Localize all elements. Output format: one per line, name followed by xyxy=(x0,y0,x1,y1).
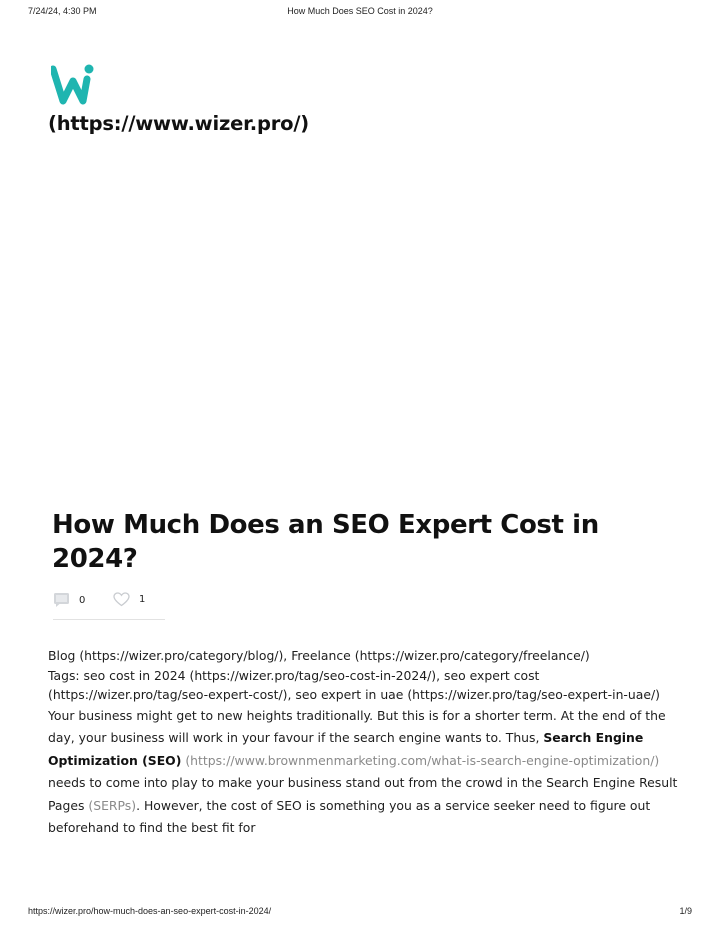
site-home-link[interactable]: (https://www.wizer.pro/) xyxy=(48,112,309,135)
seo-bold-term: Search Engine Optimization (SEO) xyxy=(48,730,644,768)
categories-line[interactable]: Blog (https://wizer.pro/category/blog/), Freelance (https://wizer.pro/category/freelance/) xyxy=(48,648,590,663)
wizer-logo-icon[interactable] xyxy=(51,63,95,107)
print-footer xyxy=(28,906,692,920)
likes-stat[interactable] xyxy=(113,592,145,607)
print-page-url: https://wizer.pro/how-much-does-an-seo-expert-cost-in-2024/ xyxy=(28,906,272,916)
intro-paragraph xyxy=(48,705,680,840)
intro-text-2: needs to come into play to make your business stand out from the crowd in the Search Engine Result Pages xyxy=(48,775,678,813)
comment-icon xyxy=(53,592,70,608)
article-body xyxy=(48,646,680,840)
comments-stat[interactable] xyxy=(53,592,85,608)
featured-image-area xyxy=(48,150,668,490)
likes-count: 1 xyxy=(139,594,146,605)
stats-divider xyxy=(53,619,165,620)
comments-count: 0 xyxy=(79,594,86,606)
article-stats xyxy=(53,592,165,614)
heart-icon xyxy=(113,592,130,607)
serps-link[interactable]: (SERPs) xyxy=(88,797,137,813)
print-page-title: How Much Does SEO Cost in 2024? xyxy=(287,6,433,16)
tags-line[interactable]: Tags: seo cost in 2024 (https://wizer.pro/tag/seo-cost-in-2024/), seo expert cost (https://wizer.pro/tag/seo-expert-cost/), seo expert in uae (https://wizer.pro/tag/seo-expert-in-uae/) xyxy=(48,667,660,702)
article-title: How Much Does an SEO Expert Cost in 2024? xyxy=(52,510,599,574)
intro-text-3: . However, the cost of SEO is something you as a service seeker need to figure out beforehand to find the best fit for xyxy=(48,797,651,835)
print-datetime: 7/24/24, 4:30 PM xyxy=(28,6,97,16)
seo-reference-link[interactable]: (https://www.brownmenmarketing.com/what-is-search-engine-optimization/) xyxy=(181,752,660,768)
intro-text-1: Your business might get to new heights traditionally. But this is for a shorter term. At the end of the day, your business will work in your favour if the search engine wants to. Thus, xyxy=(48,707,666,745)
print-page-number: 1/9 xyxy=(679,906,692,916)
print-header xyxy=(28,6,692,20)
